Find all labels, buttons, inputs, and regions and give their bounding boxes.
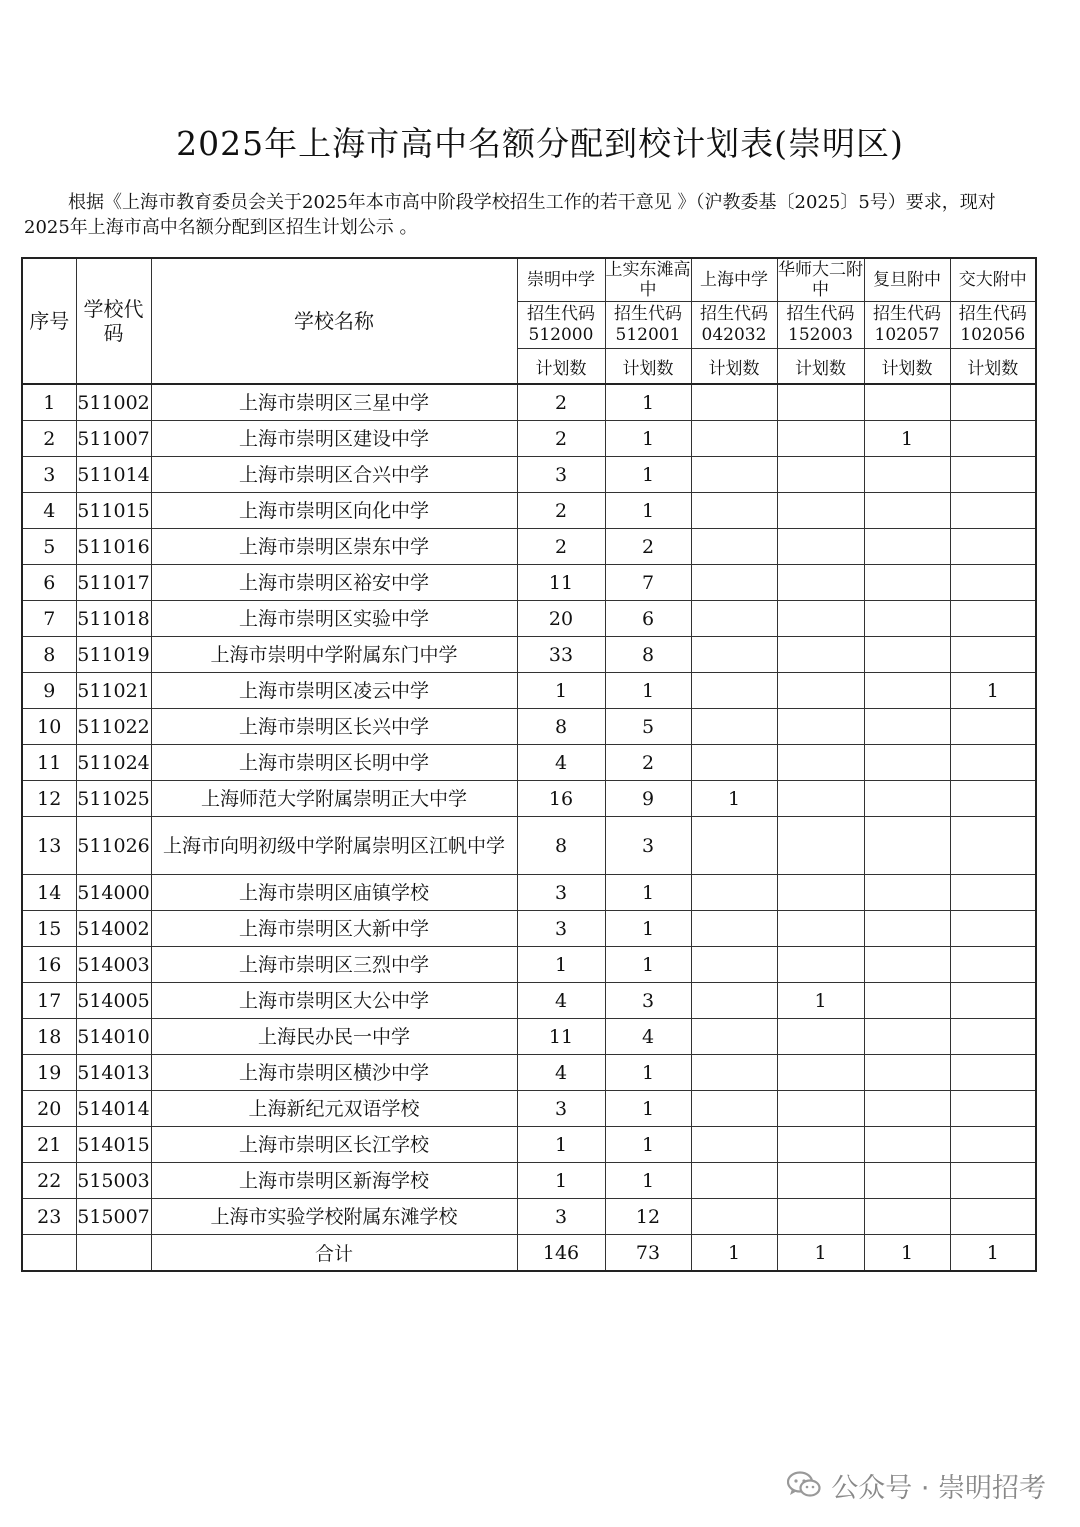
- table-row: [22, 637, 1036, 673]
- cell-seq: 21: [22, 1127, 76, 1163]
- cell-plan-count: [691, 817, 777, 875]
- cell-school-name: 上海民办民一中学: [151, 1019, 517, 1055]
- cell-plan-count: [864, 911, 950, 947]
- cell-seq: 16: [22, 947, 76, 983]
- cell-plan-count: [691, 709, 777, 745]
- cell-school-code: 511022: [76, 709, 151, 745]
- cell-plan-count: 6: [605, 601, 691, 637]
- cell-school-name: 上海市崇明区大新中学: [151, 911, 517, 947]
- cell-plan-count: 4: [605, 1019, 691, 1055]
- cell-school-code: 511016: [76, 529, 151, 565]
- cell-plan-count: [691, 637, 777, 673]
- cell-plan-count: 2: [517, 493, 605, 529]
- cell-plan-count: 2: [517, 384, 605, 421]
- cell-plan-count: [950, 457, 1036, 493]
- cell-plan-count: [950, 983, 1036, 1019]
- cell-plan-count: [864, 817, 950, 875]
- cell-plan-count: [950, 565, 1036, 601]
- cell-seq: 20: [22, 1091, 76, 1127]
- cell-seq: 5: [22, 529, 76, 565]
- cell-school-code: 511015: [76, 493, 151, 529]
- cell-school-name: 上海市崇明区向化中学: [151, 493, 517, 529]
- cell-plan-count: 12: [605, 1199, 691, 1235]
- cell-plan-count: [777, 911, 864, 947]
- cell-plan-count: [777, 1091, 864, 1127]
- cell-school-code: 511017: [76, 565, 151, 601]
- cell-school-code: 514003: [76, 947, 151, 983]
- cell-school-code: 511007: [76, 421, 151, 457]
- cell-plan-count: [777, 565, 864, 601]
- cell-plan-count: 33: [517, 637, 605, 673]
- cell-school-name: 上海市崇明区长明中学: [151, 745, 517, 781]
- total-value: 146: [517, 1235, 605, 1272]
- cell-plan-count: [691, 601, 777, 637]
- empty-cell: [22, 1235, 76, 1272]
- cell-school-name: 上海市崇明区凌云中学: [151, 673, 517, 709]
- header-plan-count: 计划数: [864, 349, 950, 385]
- cell-plan-count: [691, 1091, 777, 1127]
- cell-plan-count: [950, 637, 1036, 673]
- cell-plan-count: [777, 1019, 864, 1055]
- cell-plan-count: [864, 983, 950, 1019]
- cell-plan-count: 1: [605, 1055, 691, 1091]
- cell-plan-count: [864, 384, 950, 421]
- table-row: [22, 875, 1036, 911]
- cell-plan-count: 1: [605, 911, 691, 947]
- cell-school-name: 上海市崇明区裕安中学: [151, 565, 517, 601]
- table-row: [22, 911, 1036, 947]
- cell-plan-count: [691, 1055, 777, 1091]
- cell-seq: 6: [22, 565, 76, 601]
- header-high-school: 上海中学: [691, 258, 777, 302]
- enroll-code-value: 512001: [615, 325, 681, 345]
- cell-plan-count: [691, 421, 777, 457]
- cell-school-name: 上海市崇明区实验中学: [151, 601, 517, 637]
- table-row: [22, 421, 1036, 457]
- header-high-school: 交大附中: [950, 258, 1036, 302]
- cell-plan-count: 3: [517, 875, 605, 911]
- table-row: [22, 1091, 1036, 1127]
- cell-plan-count: 3: [605, 983, 691, 1019]
- header-school-code: 学校代码: [76, 258, 151, 384]
- cell-plan-count: 2: [517, 421, 605, 457]
- cell-plan-count: 20: [517, 601, 605, 637]
- cell-plan-count: [691, 565, 777, 601]
- total-value: 1: [950, 1235, 1036, 1272]
- enroll-code-label: 招生代码: [700, 304, 768, 324]
- cell-school-code: 511026: [76, 817, 151, 875]
- cell-plan-count: 4: [517, 1055, 605, 1091]
- cell-plan-count: [691, 875, 777, 911]
- table-row: [22, 1163, 1036, 1199]
- watermark-text: 公众号 · 崇明招考: [831, 1472, 1046, 1504]
- cell-seq: 18: [22, 1019, 76, 1055]
- cell-plan-count: 1: [777, 983, 864, 1019]
- cell-plan-count: [777, 1055, 864, 1091]
- allocation-table: [21, 257, 1037, 1272]
- cell-seq: 15: [22, 911, 76, 947]
- cell-plan-count: [777, 709, 864, 745]
- cell-plan-count: 8: [605, 637, 691, 673]
- cell-plan-count: [691, 457, 777, 493]
- cell-plan-count: 3: [605, 817, 691, 875]
- table-row: [22, 673, 1036, 709]
- header-high-school: 崇明中学: [517, 258, 605, 302]
- cell-school-name: 上海市崇明区庙镇学校: [151, 875, 517, 911]
- cell-plan-count: 1: [605, 1091, 691, 1127]
- cell-school-name: 上海市崇明区合兴中学: [151, 457, 517, 493]
- cell-plan-count: 1: [517, 947, 605, 983]
- cell-seq: 8: [22, 637, 76, 673]
- total-row: [22, 1235, 1036, 1272]
- cell-plan-count: 1: [517, 1163, 605, 1199]
- cell-seq: 22: [22, 1163, 76, 1199]
- cell-plan-count: [777, 817, 864, 875]
- cell-plan-count: [950, 601, 1036, 637]
- cell-plan-count: 3: [517, 911, 605, 947]
- header-enroll-code: [777, 302, 864, 349]
- cell-school-code: 511025: [76, 781, 151, 817]
- cell-plan-count: [864, 781, 950, 817]
- header-high-school: 复旦附中: [864, 258, 950, 302]
- cell-plan-count: 16: [517, 781, 605, 817]
- cell-school-name: 上海市崇明区三烈中学: [151, 947, 517, 983]
- cell-plan-count: [864, 601, 950, 637]
- cell-plan-count: [950, 1055, 1036, 1091]
- cell-school-code: 511002: [76, 384, 151, 421]
- cell-plan-count: [864, 493, 950, 529]
- table-row: [22, 493, 1036, 529]
- table-row: [22, 709, 1036, 745]
- cell-plan-count: 1: [605, 1127, 691, 1163]
- cell-school-name: 上海市崇明区建设中学: [151, 421, 517, 457]
- header-plan-count: 计划数: [517, 349, 605, 385]
- cell-plan-count: [864, 457, 950, 493]
- cell-plan-count: [777, 673, 864, 709]
- cell-plan-count: [864, 1199, 950, 1235]
- cell-school-name: 上海市崇明区大公中学: [151, 983, 517, 1019]
- cell-school-name: 上海市向明初级中学附属崇明区江帆中学: [151, 817, 517, 875]
- cell-plan-count: 8: [517, 709, 605, 745]
- cell-plan-count: [691, 1127, 777, 1163]
- cell-seq: 1: [22, 384, 76, 421]
- cell-plan-count: [864, 947, 950, 983]
- cell-school-code: 511024: [76, 745, 151, 781]
- cell-plan-count: [950, 384, 1036, 421]
- header-high-school: 华师大二附中: [778, 260, 863, 300]
- table-row: [22, 457, 1036, 493]
- cell-plan-count: [777, 457, 864, 493]
- cell-plan-count: [691, 745, 777, 781]
- cell-school-name: 上海新纪元双语学校: [151, 1091, 517, 1127]
- table-row: [22, 384, 1036, 421]
- enroll-code-value: 102056: [960, 325, 1026, 345]
- cell-school-code: 514000: [76, 875, 151, 911]
- cell-plan-count: 1: [950, 673, 1036, 709]
- empty-cell: [76, 1235, 151, 1272]
- cell-school-name: 上海市崇明区长兴中学: [151, 709, 517, 745]
- cell-plan-count: 4: [517, 983, 605, 1019]
- table-row: [22, 983, 1036, 1019]
- cell-school-name: 上海师范大学附属崇明正大中学: [151, 781, 517, 817]
- header-seq: 序号: [22, 258, 76, 384]
- cell-plan-count: 1: [517, 1127, 605, 1163]
- enroll-code-label: 招生代码: [873, 304, 941, 324]
- page-title: 2025年上海市高中名额分配到校计划表(崇明区): [176, 124, 904, 163]
- table-row: [22, 745, 1036, 781]
- cell-plan-count: [777, 1127, 864, 1163]
- cell-plan-count: [691, 947, 777, 983]
- cell-plan-count: 3: [517, 1199, 605, 1235]
- cell-school-name: 上海市崇明区新海学校: [151, 1163, 517, 1199]
- cell-plan-count: [864, 1019, 950, 1055]
- header-enroll-code: [691, 302, 777, 349]
- header-plan-count: 计划数: [950, 349, 1036, 385]
- intro-paragraph: 根据《上海市教育委员会关于2025年本市高中阶段学校招生工作的若干意见 》（沪教委基〔2025〕5号）要求，现对2025年上海市高中名额分配到区招生计划公示 。: [24, 192, 996, 238]
- cell-plan-count: [864, 1163, 950, 1199]
- cell-plan-count: 1: [517, 673, 605, 709]
- cell-seq: 2: [22, 421, 76, 457]
- cell-plan-count: [950, 529, 1036, 565]
- cell-school-code: 514010: [76, 1019, 151, 1055]
- cell-plan-count: 1: [605, 875, 691, 911]
- enroll-code-label: 招生代码: [614, 304, 682, 324]
- cell-school-code: 515003: [76, 1163, 151, 1199]
- table-row: [22, 565, 1036, 601]
- cell-plan-count: 1: [864, 421, 950, 457]
- table-row: [22, 781, 1036, 817]
- cell-school-code: 511014: [76, 457, 151, 493]
- cell-plan-count: 3: [517, 1091, 605, 1127]
- cell-plan-count: 4: [517, 745, 605, 781]
- cell-seq: 9: [22, 673, 76, 709]
- cell-plan-count: 7: [605, 565, 691, 601]
- cell-plan-count: 9: [605, 781, 691, 817]
- enroll-code-value: 102057: [874, 325, 940, 345]
- header-school-name: 学校名称: [151, 258, 517, 384]
- cell-plan-count: 2: [605, 745, 691, 781]
- cell-seq: 23: [22, 1199, 76, 1235]
- cell-plan-count: 11: [517, 565, 605, 601]
- wechat-icon: [787, 1471, 821, 1499]
- cell-school-code: 514002: [76, 911, 151, 947]
- enroll-code-label: 招生代码: [786, 304, 855, 324]
- cell-plan-count: [950, 1019, 1036, 1055]
- table-row: [22, 529, 1036, 565]
- cell-plan-count: [950, 1163, 1036, 1199]
- cell-plan-count: [950, 875, 1036, 911]
- header-high-school: 上实东滩高中: [605, 260, 691, 300]
- cell-plan-count: [950, 709, 1036, 745]
- cell-seq: 3: [22, 457, 76, 493]
- cell-plan-count: [691, 384, 777, 421]
- cell-plan-count: [864, 1091, 950, 1127]
- header-enroll-code: [950, 302, 1036, 349]
- cell-seq: 13: [22, 817, 76, 875]
- cell-plan-count: 1: [605, 947, 691, 983]
- cell-plan-count: [777, 637, 864, 673]
- enroll-code-value: 512000: [528, 325, 594, 345]
- cell-school-code: 515007: [76, 1199, 151, 1235]
- table-row: [22, 947, 1036, 983]
- cell-plan-count: [950, 947, 1036, 983]
- cell-plan-count: [777, 384, 864, 421]
- table-row: [22, 1127, 1036, 1163]
- cell-seq: 7: [22, 601, 76, 637]
- cell-plan-count: [950, 745, 1036, 781]
- enroll-code-value: 042032: [701, 325, 767, 345]
- cell-plan-count: 1: [605, 673, 691, 709]
- cell-plan-count: [777, 875, 864, 911]
- cell-plan-count: 1: [605, 421, 691, 457]
- cell-seq: 17: [22, 983, 76, 1019]
- cell-plan-count: 2: [517, 529, 605, 565]
- total-label: 合计: [151, 1235, 517, 1272]
- cell-plan-count: [691, 983, 777, 1019]
- cell-school-name: 上海市崇明区长江学校: [151, 1127, 517, 1163]
- cell-plan-count: 1: [691, 781, 777, 817]
- watermark: [787, 1465, 1046, 1505]
- cell-plan-count: [691, 673, 777, 709]
- table-row: [22, 817, 1036, 875]
- cell-plan-count: 5: [605, 709, 691, 745]
- cell-plan-count: [950, 493, 1036, 529]
- header-plan-count: 计划数: [605, 349, 691, 385]
- total-value: 73: [605, 1235, 691, 1272]
- cell-plan-count: 1: [605, 493, 691, 529]
- cell-school-name: 上海市实验学校附属东滩学校: [151, 1199, 517, 1235]
- cell-seq: 19: [22, 1055, 76, 1091]
- cell-plan-count: [950, 1127, 1036, 1163]
- cell-plan-count: [777, 1199, 864, 1235]
- cell-seq: 10: [22, 709, 76, 745]
- cell-plan-count: [864, 1127, 950, 1163]
- cell-plan-count: [691, 1199, 777, 1235]
- cell-school-code: 514014: [76, 1091, 151, 1127]
- cell-school-code: 511021: [76, 673, 151, 709]
- cell-seq: 12: [22, 781, 76, 817]
- cell-plan-count: [950, 781, 1036, 817]
- cell-plan-count: [864, 565, 950, 601]
- header-enroll-code: [517, 302, 605, 349]
- table-row: [22, 1199, 1036, 1235]
- cell-plan-count: 1: [605, 1163, 691, 1199]
- cell-plan-count: [950, 421, 1036, 457]
- cell-plan-count: [777, 421, 864, 457]
- cell-plan-count: 3: [517, 457, 605, 493]
- cell-school-name: 上海市崇明区横沙中学: [151, 1055, 517, 1091]
- enroll-code-label: 招生代码: [527, 304, 595, 324]
- cell-plan-count: [864, 745, 950, 781]
- cell-school-code: 514015: [76, 1127, 151, 1163]
- cell-seq: 4: [22, 493, 76, 529]
- cell-school-code: 514005: [76, 983, 151, 1019]
- cell-plan-count: [864, 1055, 950, 1091]
- table-row: [22, 601, 1036, 637]
- table-row: [22, 1055, 1036, 1091]
- total-value: 1: [864, 1235, 950, 1272]
- header-enroll-code: [605, 302, 691, 349]
- total-value: 1: [777, 1235, 864, 1272]
- cell-plan-count: 1: [605, 384, 691, 421]
- cell-plan-count: [691, 493, 777, 529]
- cell-plan-count: [691, 529, 777, 565]
- cell-plan-count: [950, 1199, 1036, 1235]
- cell-plan-count: [864, 875, 950, 911]
- cell-plan-count: [950, 1091, 1036, 1127]
- cell-plan-count: [777, 601, 864, 637]
- cell-plan-count: [777, 745, 864, 781]
- cell-plan-count: 11: [517, 1019, 605, 1055]
- cell-seq: 11: [22, 745, 76, 781]
- header-plan-count: 计划数: [691, 349, 777, 385]
- cell-plan-count: [691, 911, 777, 947]
- cell-plan-count: [777, 529, 864, 565]
- cell-plan-count: [691, 1019, 777, 1055]
- cell-school-name: 上海市崇明中学附属东门中学: [151, 637, 517, 673]
- cell-plan-count: [864, 529, 950, 565]
- cell-school-name: 上海市崇明区崇东中学: [151, 529, 517, 565]
- header-plan-count: 计划数: [777, 349, 864, 385]
- cell-plan-count: 8: [517, 817, 605, 875]
- cell-plan-count: 1: [605, 457, 691, 493]
- cell-plan-count: [864, 673, 950, 709]
- cell-school-code: 511018: [76, 601, 151, 637]
- header-enroll-code: [864, 302, 950, 349]
- cell-plan-count: [777, 781, 864, 817]
- cell-plan-count: 2: [605, 529, 691, 565]
- cell-plan-count: [691, 1163, 777, 1199]
- cell-school-name: 上海市崇明区三星中学: [151, 384, 517, 421]
- cell-plan-count: [864, 637, 950, 673]
- cell-school-code: 514013: [76, 1055, 151, 1091]
- cell-plan-count: [864, 709, 950, 745]
- enroll-code-value: 152003: [788, 325, 853, 345]
- cell-plan-count: [777, 1163, 864, 1199]
- cell-plan-count: [777, 493, 864, 529]
- table-row: [22, 1019, 1036, 1055]
- total-value: 1: [691, 1235, 777, 1272]
- cell-school-code: 511019: [76, 637, 151, 673]
- cell-seq: 14: [22, 875, 76, 911]
- enroll-code-label: 招生代码: [958, 304, 1027, 324]
- cell-plan-count: [950, 817, 1036, 875]
- cell-plan-count: [950, 911, 1036, 947]
- cell-plan-count: [777, 947, 864, 983]
